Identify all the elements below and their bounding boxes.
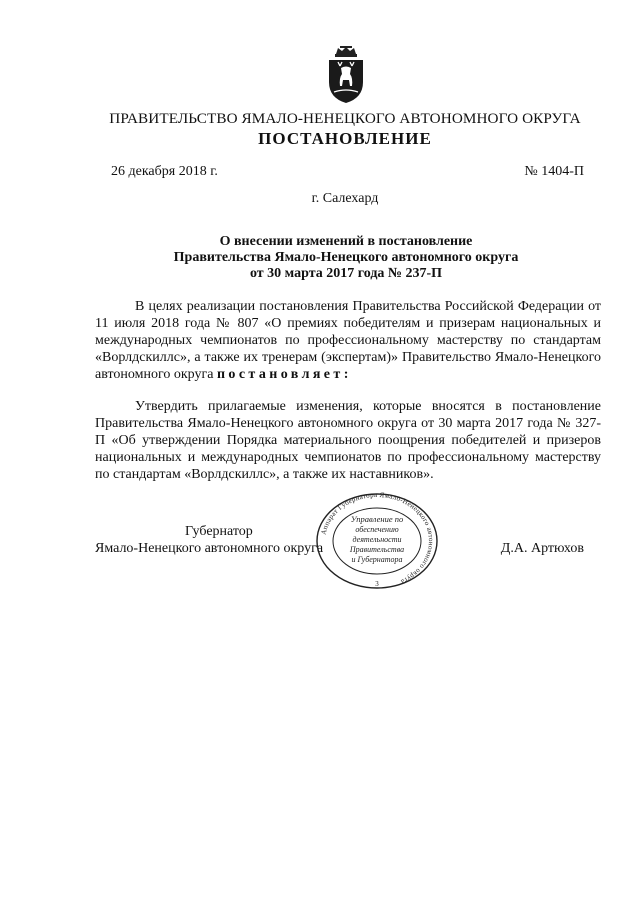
document-subject xyxy=(130,234,562,282)
seal-inner-line: и Губернатора xyxy=(351,555,403,564)
document-city: г. Салехард xyxy=(311,191,379,206)
document-type: ПОСТАНОВЛЕНИЕ xyxy=(258,129,432,148)
signatory-name: Д.А. Артюхов xyxy=(500,541,584,556)
coat-of-arms-icon xyxy=(326,46,366,104)
seal-number: 3 xyxy=(375,580,379,588)
organization-name: ПРАВИТЕЛЬСТВО ЯМАЛО-НЕНЕЦКОГО АВТОНОМНОГО ОКРУГА xyxy=(109,110,581,127)
document-date: 26 декабря 2018 г. xyxy=(111,164,218,179)
subject-line-2: Правительства Ямало-Ненецкого автономного округа xyxy=(173,250,519,265)
subject-line-3: от 30 марта 2017 года № 237-П xyxy=(249,266,443,281)
seal-outer-text: Аппарат Губернатора Ямало-Ненецкого автономного округа xyxy=(319,491,436,586)
signatory-title: Губернатор xyxy=(185,524,253,539)
preamble-paragraph xyxy=(95,298,601,383)
signatory-region: Ямало-Ненецкого автономного округа xyxy=(95,541,324,556)
document-number: № 1404-П xyxy=(524,164,584,179)
official-seal-stamp xyxy=(314,491,440,591)
seal-inner-line: деятельности xyxy=(352,535,402,544)
seal-inner-line: обеспечению xyxy=(355,525,399,534)
seal-inner-line: Правительства xyxy=(349,545,405,554)
preamble-text: В целях реализации постановления Правительства Российской Федерации от 11 июля 2018 года № 807 «О премиях победителям и призерам национальных и международных чемпионатов по профессиональному мастерству по стандартам «Ворлдскиллс», а также их тренерам (экспертам)» Правительство Ямало-Ненецкого автономного округа xyxy=(95,299,601,382)
resolution-paragraph: Утвердить прилагаемые изменения, которые вносятся в постановление Правительства Ямало-Ненецкого автономного округа от 30 марта 2017 года № 327-П «Об утверждении Порядка материального поощрения победителей и призеров национальных и международных чемпионатов по профессиональному мастерству по стандартам «Ворлдскиллс», а также их наставников». xyxy=(95,399,601,482)
decree-word: постановляет: xyxy=(216,367,352,382)
seal-inner-line: Управление по xyxy=(350,514,404,524)
subject-line-1: О внесении изменений в постановление xyxy=(219,234,473,249)
